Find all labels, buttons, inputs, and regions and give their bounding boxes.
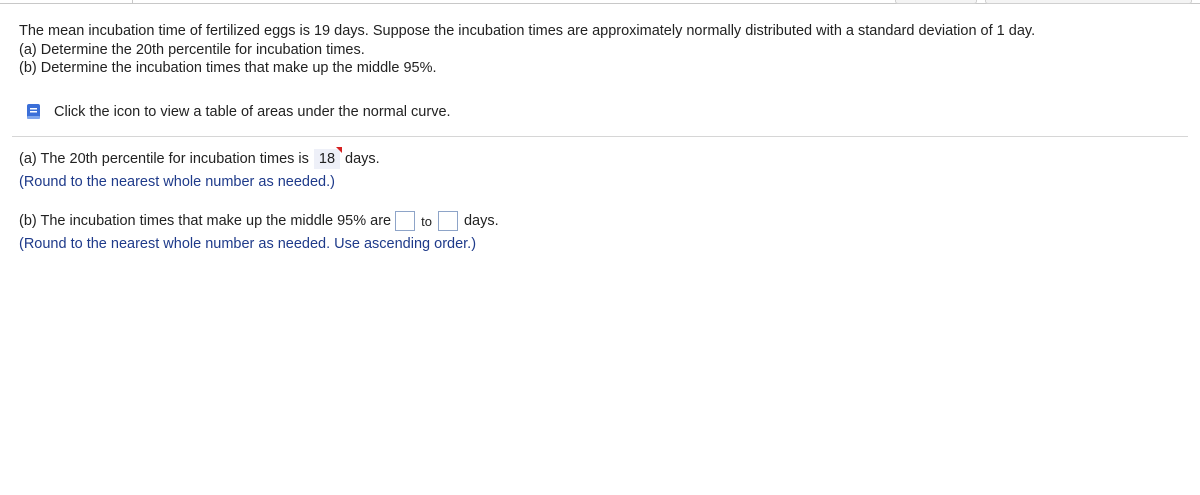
top-tab[interactable] xyxy=(895,0,977,4)
part-a xyxy=(19,148,380,192)
part-b-upper-input[interactable] xyxy=(438,211,458,231)
part-b-lower-input[interactable] xyxy=(395,211,415,231)
top-tab[interactable] xyxy=(985,0,1192,4)
top-tick xyxy=(132,0,133,4)
part-b xyxy=(19,210,499,254)
part-a-hint: (Round to the nearest whole number as needed.) xyxy=(19,174,335,190)
part-a-prefix: (a) The 20th percentile for incubation times is xyxy=(19,151,309,167)
part-b-hint: (Round to the nearest whole number as needed. Use ascending order.) xyxy=(19,236,477,252)
question-line: (b) Determine the incubation times that make up the middle 95%. xyxy=(19,60,437,76)
part-a-answer[interactable] xyxy=(314,149,340,169)
part-b-suffix: days. xyxy=(463,213,499,229)
incorrect-flag-icon xyxy=(336,147,342,153)
part-a-suffix: days. xyxy=(345,151,380,167)
section-divider xyxy=(12,136,1188,137)
question-line: The mean incubation time of fertilized eggs is 19 days. Suppose the incubation times are approximately normally distributed with a standard deviation of 1 day. xyxy=(19,23,1036,39)
part-b-connector: to xyxy=(421,213,432,229)
question-line: (a) Determine the 20th percentile for incubation times. xyxy=(19,41,365,58)
question-text xyxy=(19,22,1189,78)
book-icon[interactable] xyxy=(25,103,43,121)
part-b-prefix: (b) The incubation times that make up the middle 95% are xyxy=(19,213,392,229)
info-row xyxy=(25,102,451,122)
part-a-answer-value: 18 xyxy=(318,151,336,167)
info-link-text[interactable]: Click the icon to view a table of areas under the normal curve. xyxy=(54,104,451,120)
top-border xyxy=(0,0,1200,8)
